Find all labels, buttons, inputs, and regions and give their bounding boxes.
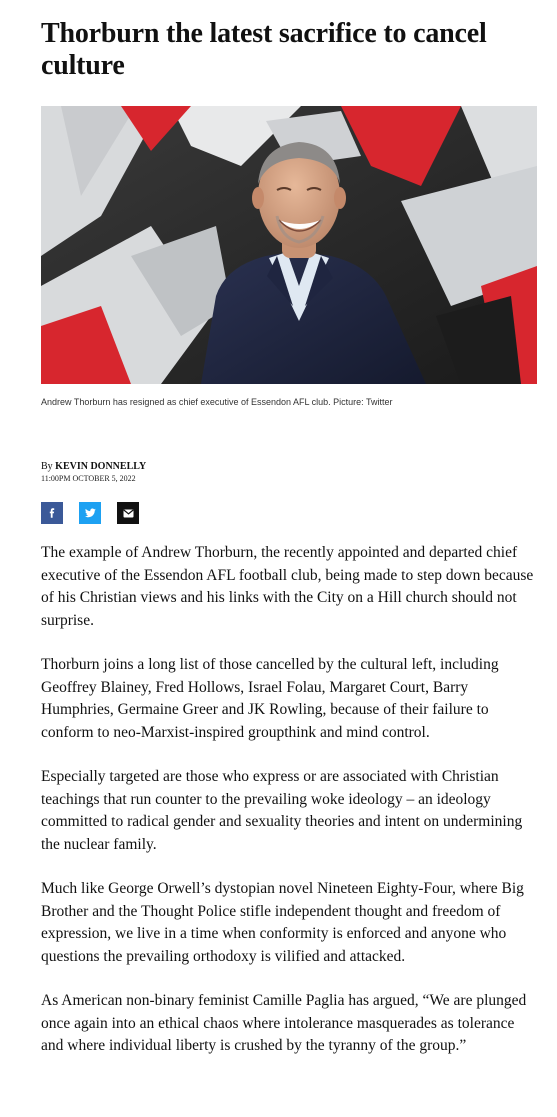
byline <box>41 460 537 473</box>
facebook-icon <box>47 508 57 518</box>
author-link[interactable]: KEVIN DONNELLY <box>55 461 147 472</box>
article-body <box>41 542 537 1058</box>
paragraph: Thorburn joins a long list of those cancelled by the cultural left, including Geoffrey Blainey, Fred Hollows, Israel Folau, Margaret Court, Barry Humphries, Germaine Greer and JK Rowling, because of their failure to conform to neo-Marxist-inspired groupthink and mind control. <box>41 656 499 741</box>
share-twitter-button[interactable] <box>79 502 101 524</box>
paragraph: The example of Andrew Thorburn, the recently appointed and departed chief executive of the Essendon AFL football club, being made to step down because of his Christian views and his links with the City on a Hill church should not surprise. <box>41 544 534 629</box>
email-icon <box>123 509 134 518</box>
article-photo <box>41 106 537 384</box>
paragraph: Much like George Orwell’s dystopian novel Nineteen Eighty-Four, where Big Brother and the Thought Police stifle independent thought and freedom of expression, we live in a time when conformity is enforced and anyone who questions the prevailing orthodoxy is vilified and attacked. <box>41 880 524 965</box>
paragraph: Especially targeted are those who express or are associated with Christian teachings that run counter to the prevailing woke ideology – an ideology committed to radical gender and sexuality theories and intent on undermining the nuclear family. <box>41 768 523 853</box>
share-bar <box>41 502 537 524</box>
share-email-button[interactable] <box>117 502 139 524</box>
headline: Thorburn the latest sacrifice to cancel culture <box>41 18 487 81</box>
photo-caption: Andrew Thorburn has resigned as chief executive of Essendon AFL club. Picture: Twitter <box>41 397 393 407</box>
article <box>41 18 537 1080</box>
publish-timestamp: 11:00PM OCTOBER 5, 2022 <box>41 474 136 483</box>
byline-prefix: By <box>41 461 53 472</box>
article-figure <box>41 106 537 408</box>
twitter-icon <box>85 508 96 518</box>
share-facebook-button[interactable] <box>41 502 63 524</box>
paragraph: As American non-binary feminist Camille Paglia has argued, “We are plunged once again into an ethical chaos where intolerance masquerades as tolerance and where individual liberty is crushed by the tyranny of the group.” <box>41 992 527 1054</box>
